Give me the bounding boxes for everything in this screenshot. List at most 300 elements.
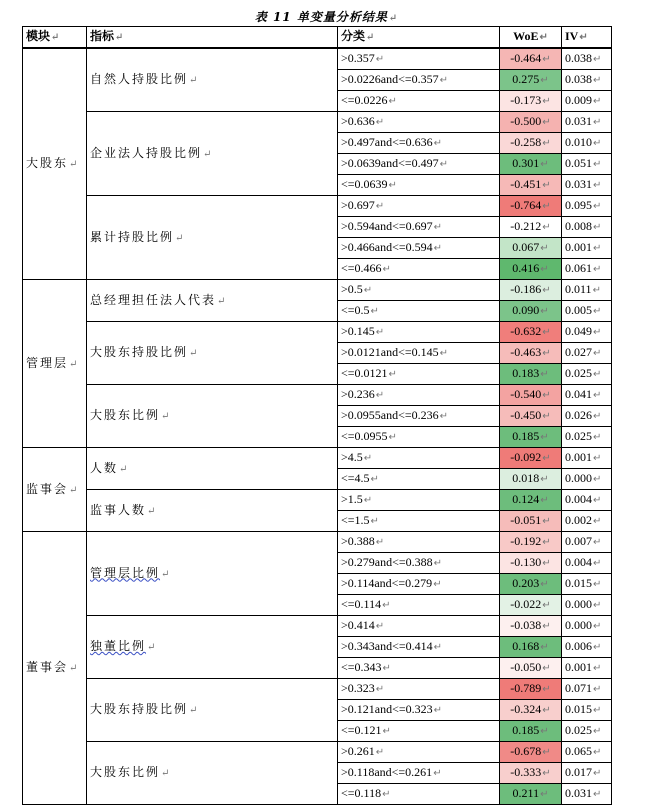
paragraph-mark-icon: ↵ xyxy=(433,579,442,590)
paragraph-mark-icon: ↵ xyxy=(69,484,80,496)
paragraph-mark-icon: ↵ xyxy=(540,159,549,170)
category-cell xyxy=(338,532,500,553)
category-value: >0.121and<=0.323 xyxy=(341,702,433,716)
paragraph-mark-icon: ↵ xyxy=(540,75,549,86)
paragraph-mark-icon: ↵ xyxy=(542,768,551,779)
woe-cell xyxy=(500,784,562,805)
woe-cell xyxy=(500,133,562,154)
woe-cell xyxy=(500,511,562,532)
table-title-text: 表 11 单变量分析结果 xyxy=(254,10,388,24)
paragraph-mark-icon: ↵ xyxy=(542,516,551,527)
woe-value: -0.463 xyxy=(510,345,542,359)
woe-cell xyxy=(500,175,562,196)
paragraph-mark-icon: ↵ xyxy=(542,117,551,128)
table-row xyxy=(23,616,612,637)
iv-value: 0.008 xyxy=(565,219,592,233)
iv-cell xyxy=(562,175,612,196)
woe-value: 0.185 xyxy=(512,429,540,443)
iv-cell xyxy=(562,343,612,364)
iv-value: 0.006 xyxy=(565,639,592,653)
category-value: >1.5 xyxy=(341,492,363,506)
category-cell xyxy=(338,133,500,154)
woe-cell xyxy=(500,721,562,742)
paragraph-mark-icon: ↵ xyxy=(593,432,602,443)
iv-value: 0.001 xyxy=(565,450,592,464)
table-row xyxy=(23,742,612,763)
metric-cell xyxy=(87,616,338,679)
paragraph-mark-icon: ↵ xyxy=(593,579,602,590)
paragraph-mark-icon: ↵ xyxy=(439,159,449,170)
woe-cell xyxy=(500,742,562,763)
paragraph-mark-icon: ↵ xyxy=(540,726,549,737)
iv-cell xyxy=(562,490,612,511)
category-value: <=1.5 xyxy=(341,513,370,527)
paragraph-mark-icon: ↵ xyxy=(542,54,551,65)
paragraph-mark-icon: ↵ xyxy=(542,453,551,464)
iv-value: 0.017 xyxy=(565,765,592,779)
iv-cell xyxy=(562,154,612,175)
category-cell xyxy=(338,679,500,700)
woe-value: -0.130 xyxy=(510,555,542,569)
paragraph-mark-icon: ↵ xyxy=(593,201,602,212)
woe-cell xyxy=(500,364,562,385)
paragraph-mark-icon: ↵ xyxy=(593,747,602,758)
iv-cell xyxy=(562,763,612,784)
paragraph-mark-icon: ↵ xyxy=(593,159,602,170)
module-label: 董事会 xyxy=(26,660,69,674)
module-cell xyxy=(23,532,87,805)
category-cell xyxy=(338,595,500,616)
paragraph-mark-icon: ↵ xyxy=(382,726,391,737)
iv-value: 0.049 xyxy=(565,324,592,338)
woe-value: -0.540 xyxy=(510,387,542,401)
iv-value: 0.004 xyxy=(565,555,592,569)
paragraph-mark-icon: ↵ xyxy=(593,453,602,464)
woe-value: 0.168 xyxy=(512,639,540,653)
woe-cell xyxy=(500,427,562,448)
category-value: <=4.5 xyxy=(341,471,370,485)
metric-label: 总经理担任法人代表 xyxy=(90,292,217,307)
paragraph-mark-icon: ↵ xyxy=(382,663,391,674)
iv-value: 0.025 xyxy=(565,723,592,737)
woe-cell xyxy=(500,595,562,616)
woe-cell xyxy=(500,448,562,469)
category-value: >0.0226and<=0.357 xyxy=(341,72,439,86)
paragraph-mark-icon: ↵ xyxy=(542,348,551,359)
category-value: >0.414 xyxy=(341,618,375,632)
category-cell xyxy=(338,574,500,595)
woe-value: -0.678 xyxy=(510,744,542,758)
paragraph-mark-icon: ↵ xyxy=(203,148,214,160)
metric-cell xyxy=(87,385,338,448)
iv-value: 0.007 xyxy=(565,534,592,548)
paragraph-mark-icon: ↵ xyxy=(370,474,379,485)
paragraph-mark-icon: ↵ xyxy=(593,642,602,653)
paragraph-mark-icon: ↵ xyxy=(433,138,443,149)
woe-value: 0.301 xyxy=(512,156,540,170)
iv-cell xyxy=(562,742,612,763)
metric-cell xyxy=(87,48,338,112)
paragraph-mark-icon: ↵ xyxy=(189,348,200,359)
category-cell xyxy=(338,322,500,343)
metric-label: 独董比例 xyxy=(90,639,147,653)
table-row xyxy=(23,448,612,469)
paragraph-mark-icon: ↵ xyxy=(433,243,443,254)
paragraph-mark-icon: ↵ xyxy=(540,243,549,254)
paragraph-mark-icon: ↵ xyxy=(593,705,602,716)
paragraph-mark-icon: ↵ xyxy=(69,358,80,370)
paragraph-mark-icon: ↵ xyxy=(439,75,449,86)
paragraph-mark-icon: ↵ xyxy=(217,295,228,307)
iv-cell xyxy=(562,700,612,721)
woe-value: 0.203 xyxy=(512,576,540,590)
paragraph-mark-icon: ↵ xyxy=(542,222,551,233)
paragraph-mark-icon: ↵ xyxy=(592,285,601,296)
woe-cell xyxy=(500,679,562,700)
category-cell xyxy=(338,406,500,427)
paragraph-mark-icon: ↵ xyxy=(69,159,80,170)
category-value: <=0.118 xyxy=(341,786,382,800)
iv-value: 0.005 xyxy=(565,303,592,317)
category-value: <=0.121 xyxy=(341,723,382,737)
category-value: >4.5 xyxy=(341,450,363,464)
paragraph-mark-icon: ↵ xyxy=(542,180,551,191)
paragraph-mark-icon: ↵ xyxy=(375,621,385,632)
category-value: >0.697 xyxy=(341,198,375,212)
table-row xyxy=(23,48,612,70)
woe-cell xyxy=(500,48,562,70)
paragraph-mark-icon: ↵ xyxy=(593,222,602,233)
paragraph-mark-icon: ↵ xyxy=(593,495,602,506)
paragraph-mark-icon: ↵ xyxy=(161,411,172,422)
paragraph-mark-icon: ↵ xyxy=(540,264,549,275)
metric-label: 大股东持股比例 xyxy=(90,702,189,716)
metric-label: 大股东比例 xyxy=(90,765,161,779)
iv-cell xyxy=(562,679,612,700)
iv-value: 0.000 xyxy=(565,471,592,485)
iv-value: 0.026 xyxy=(565,408,592,422)
iv-cell xyxy=(562,721,612,742)
iv-value: 0.001 xyxy=(565,240,592,254)
paragraph-mark-icon: ↵ xyxy=(542,390,551,401)
paragraph-mark-icon: ↵ xyxy=(593,537,602,548)
paragraph-mark-icon: ↵ xyxy=(593,516,602,527)
paragraph-mark-icon: ↵ xyxy=(439,348,449,359)
paragraph-mark-icon: ↵ xyxy=(375,747,385,758)
iv-value: 0.038 xyxy=(565,72,592,86)
metric-label: 自然人持股比例 xyxy=(90,72,189,86)
woe-value: -0.451 xyxy=(510,177,542,191)
category-cell xyxy=(338,742,500,763)
paragraph-mark-icon: ↵ xyxy=(375,537,385,548)
paragraph-mark-icon: ↵ xyxy=(542,621,551,632)
paragraph-mark-icon: ↵ xyxy=(542,327,551,338)
header-metric: 指标↵ xyxy=(87,27,338,49)
iv-cell xyxy=(562,70,612,91)
iv-cell xyxy=(562,112,612,133)
woe-value: 0.275 xyxy=(512,72,540,86)
iv-cell xyxy=(562,301,612,322)
category-cell xyxy=(338,343,500,364)
paragraph-mark-icon: ↵ xyxy=(388,180,397,191)
table-row xyxy=(23,532,612,553)
category-value: >0.497and<=0.636 xyxy=(341,135,433,149)
iv-cell xyxy=(562,133,612,154)
paragraph-mark-icon: ↵ xyxy=(540,474,549,485)
woe-value: -0.051 xyxy=(510,513,542,527)
paragraph-mark-icon: ↵ xyxy=(433,642,443,653)
woe-cell xyxy=(500,553,562,574)
metric-label: 监事人数 xyxy=(90,502,147,517)
category-value: >0.388 xyxy=(341,534,375,548)
paragraph-mark-icon: ↵ xyxy=(593,474,602,485)
category-cell xyxy=(338,658,500,679)
paragraph-mark-icon: ↵ xyxy=(542,684,551,695)
woe-cell xyxy=(500,112,562,133)
paragraph-mark-icon: ↵ xyxy=(540,642,549,653)
iv-value: 0.000 xyxy=(565,618,592,632)
paragraph-mark-icon: ↵ xyxy=(375,684,385,695)
category-cell xyxy=(338,721,500,742)
paragraph-mark-icon: ↵ xyxy=(388,432,397,443)
iv-cell xyxy=(562,637,612,658)
iv-cell xyxy=(562,532,612,553)
module-cell xyxy=(23,280,87,448)
woe-value: 0.416 xyxy=(512,261,540,275)
paragraph-mark-icon: ↵ xyxy=(593,180,602,191)
category-value: >0.0639and<=0.497 xyxy=(341,156,439,170)
iv-value: 0.051 xyxy=(565,156,592,170)
category-cell xyxy=(338,238,500,259)
paragraph-mark-icon: ↵ xyxy=(388,96,397,107)
woe-value: -0.212 xyxy=(510,219,542,233)
category-cell xyxy=(338,154,500,175)
iv-value: 0.009 xyxy=(565,93,592,107)
module-label: 监事会 xyxy=(26,481,69,496)
woe-value: -0.500 xyxy=(510,114,542,128)
paragraph-mark-icon: ↵ xyxy=(161,768,172,779)
iv-value: 0.071 xyxy=(565,681,592,695)
iv-cell xyxy=(562,511,612,532)
category-value: >0.636 xyxy=(341,114,375,128)
header-iv: IV↵ xyxy=(562,27,612,49)
iv-value: 0.095 xyxy=(565,198,592,212)
iv-value: 0.041 xyxy=(565,387,592,401)
paragraph-mark-icon: ↵ xyxy=(542,537,551,548)
metric-cell xyxy=(87,532,338,616)
iv-value: 0.000 xyxy=(565,597,592,611)
category-value: >0.343and<=0.414 xyxy=(341,639,433,653)
iv-cell xyxy=(562,48,612,70)
paragraph-mark-icon: ↵ xyxy=(69,663,80,674)
woe-value: -0.333 xyxy=(510,765,542,779)
category-value: <=0.0121 xyxy=(341,366,388,380)
paragraph-mark-icon: ↵ xyxy=(593,768,602,779)
woe-cell xyxy=(500,280,562,301)
woe-value: -0.764 xyxy=(510,198,542,212)
paragraph-mark-icon: ↵ xyxy=(540,432,549,443)
paragraph-mark-icon: ↵ xyxy=(542,705,551,716)
iv-cell xyxy=(562,658,612,679)
iv-cell xyxy=(562,448,612,469)
paragraph-mark-icon: ↵ xyxy=(370,306,379,317)
woe-cell xyxy=(500,763,562,784)
metric-label: 大股东比例 xyxy=(90,408,161,422)
paragraph-mark-icon: ↵ xyxy=(542,663,551,674)
woe-value: -0.464 xyxy=(510,51,542,65)
woe-cell xyxy=(500,574,562,595)
paragraph-mark-icon: ↵ xyxy=(540,579,549,590)
category-value: <=0.114 xyxy=(341,597,382,611)
category-cell xyxy=(338,763,500,784)
table-row xyxy=(23,196,612,217)
iv-value: 0.004 xyxy=(565,492,592,506)
category-cell xyxy=(338,91,500,112)
woe-value: -0.450 xyxy=(510,408,542,422)
iv-value: 0.027 xyxy=(565,345,592,359)
header-woe: WoE↵ xyxy=(500,27,562,49)
paragraph-mark-icon: ↵ xyxy=(382,789,391,800)
paragraph-mark-icon: ↵ xyxy=(542,201,551,212)
category-cell xyxy=(338,301,500,322)
woe-value: 0.185 xyxy=(512,723,540,737)
paragraph-mark-icon: ↵ xyxy=(593,684,602,695)
category-value: >0.466and<=0.594 xyxy=(341,240,433,254)
category-cell xyxy=(338,616,500,637)
category-cell xyxy=(338,259,500,280)
paragraph-mark-icon: ↵ xyxy=(593,117,602,128)
table-row xyxy=(23,490,612,511)
woe-cell xyxy=(500,616,562,637)
paragraph-mark-icon: ↵ xyxy=(363,285,373,296)
iv-value: 0.025 xyxy=(565,429,592,443)
woe-cell xyxy=(500,217,562,238)
metric-cell xyxy=(87,112,338,196)
category-value: >0.279and<=0.388 xyxy=(341,555,433,569)
category-cell xyxy=(338,48,500,70)
category-cell xyxy=(338,175,500,196)
table-row xyxy=(23,322,612,343)
table-row xyxy=(23,385,612,406)
category-cell xyxy=(338,700,500,721)
woe-cell xyxy=(500,532,562,553)
paragraph-mark-icon: ↵ xyxy=(593,600,602,611)
woe-cell xyxy=(500,343,562,364)
category-value: >0.114and<=0.279 xyxy=(341,576,433,590)
paragraph-mark-icon: ↵ xyxy=(593,264,602,275)
iv-cell xyxy=(562,217,612,238)
paragraph-mark-icon: ↵ xyxy=(119,463,130,475)
iv-value: 0.031 xyxy=(565,786,592,800)
woe-value: -0.173 xyxy=(510,93,542,107)
category-value: <=0.466 xyxy=(341,261,382,275)
paragraph-mark-icon: ↵ xyxy=(433,222,443,233)
category-cell xyxy=(338,385,500,406)
table-row xyxy=(23,280,612,301)
woe-cell xyxy=(500,70,562,91)
category-value: >0.357 xyxy=(341,51,375,65)
paragraph-mark-icon: ↵ xyxy=(542,285,551,296)
paragraph-mark-icon: ↵ xyxy=(433,558,443,569)
paragraph-mark-icon: ↵ xyxy=(540,369,549,380)
woe-cell xyxy=(500,406,562,427)
module-label: 大股东 xyxy=(26,156,69,170)
metric-cell xyxy=(87,322,338,385)
iv-cell xyxy=(562,196,612,217)
iv-cell xyxy=(562,616,612,637)
metric-cell xyxy=(87,679,338,742)
paragraph-mark-icon: ↵ xyxy=(375,54,385,65)
iv-value: 0.038 xyxy=(565,51,592,65)
iv-cell xyxy=(562,469,612,490)
woe-value: -0.038 xyxy=(510,618,542,632)
metric-cell xyxy=(87,742,338,805)
iv-value: 0.015 xyxy=(565,576,592,590)
metric-label: 大股东持股比例 xyxy=(90,345,189,359)
paragraph-mark-icon: ↵ xyxy=(593,243,602,254)
category-value: <=0.0955 xyxy=(341,429,388,443)
woe-cell xyxy=(500,490,562,511)
paragraph-mark-icon: ↵ xyxy=(382,600,391,611)
woe-value: -0.632 xyxy=(510,324,542,338)
paragraph-mark-icon: ↵ xyxy=(375,201,385,212)
paragraph-mark-icon: ↵ xyxy=(593,54,602,65)
paragraph-mark-icon: ↵ xyxy=(147,642,158,653)
paragraph-mark-icon: ↵ xyxy=(542,411,551,422)
paragraph-mark-icon: ↵ xyxy=(542,558,551,569)
iv-cell xyxy=(562,91,612,112)
iv-cell xyxy=(562,427,612,448)
paragraph-mark-icon: ↵ xyxy=(593,306,602,317)
paragraph-mark-icon: ↵ xyxy=(363,495,373,506)
category-value: <=0.0639 xyxy=(341,177,388,191)
paragraph-mark-icon: ↵ xyxy=(542,138,551,149)
paragraph-mark-icon: ↵ xyxy=(161,568,172,580)
woe-cell xyxy=(500,658,562,679)
paragraph-mark-icon: ↵ xyxy=(593,789,602,800)
woe-value: 0.211 xyxy=(512,786,540,800)
paragraph-mark-icon: ↵ xyxy=(593,96,602,107)
iv-cell xyxy=(562,385,612,406)
header-category: 分类↵ xyxy=(338,27,500,49)
module-label: 管理层 xyxy=(26,355,69,370)
category-cell xyxy=(338,70,500,91)
iv-value: 0.061 xyxy=(565,261,592,275)
iv-value: 0.025 xyxy=(565,366,592,380)
metric-label: 累计持股比例 xyxy=(90,229,175,244)
paragraph-mark-icon: ↵ xyxy=(388,369,397,380)
metric-cell xyxy=(87,448,338,490)
paragraph-mark-icon: ↵ xyxy=(175,232,186,244)
header-module: 模块↵ xyxy=(23,27,87,49)
paragraph-mark-icon: ↵ xyxy=(593,369,602,380)
iv-cell xyxy=(562,238,612,259)
module-cell xyxy=(23,48,87,280)
woe-value: 0.090 xyxy=(512,303,540,317)
category-value: <=0.5 xyxy=(341,303,370,317)
iv-cell xyxy=(562,553,612,574)
woe-cell xyxy=(500,322,562,343)
paragraph-mark-icon: ↵ xyxy=(375,390,385,401)
paragraph-mark-icon: ↵ xyxy=(593,75,602,86)
iv-cell xyxy=(562,259,612,280)
paragraph-mark-icon: ↵ xyxy=(593,348,602,359)
category-cell xyxy=(338,112,500,133)
paragraph-mark-icon: ↵ xyxy=(388,13,399,24)
woe-value: -0.186 xyxy=(510,282,542,296)
iv-value: 0.011 xyxy=(565,282,592,296)
paragraph-mark-icon: ↵ xyxy=(147,505,158,517)
